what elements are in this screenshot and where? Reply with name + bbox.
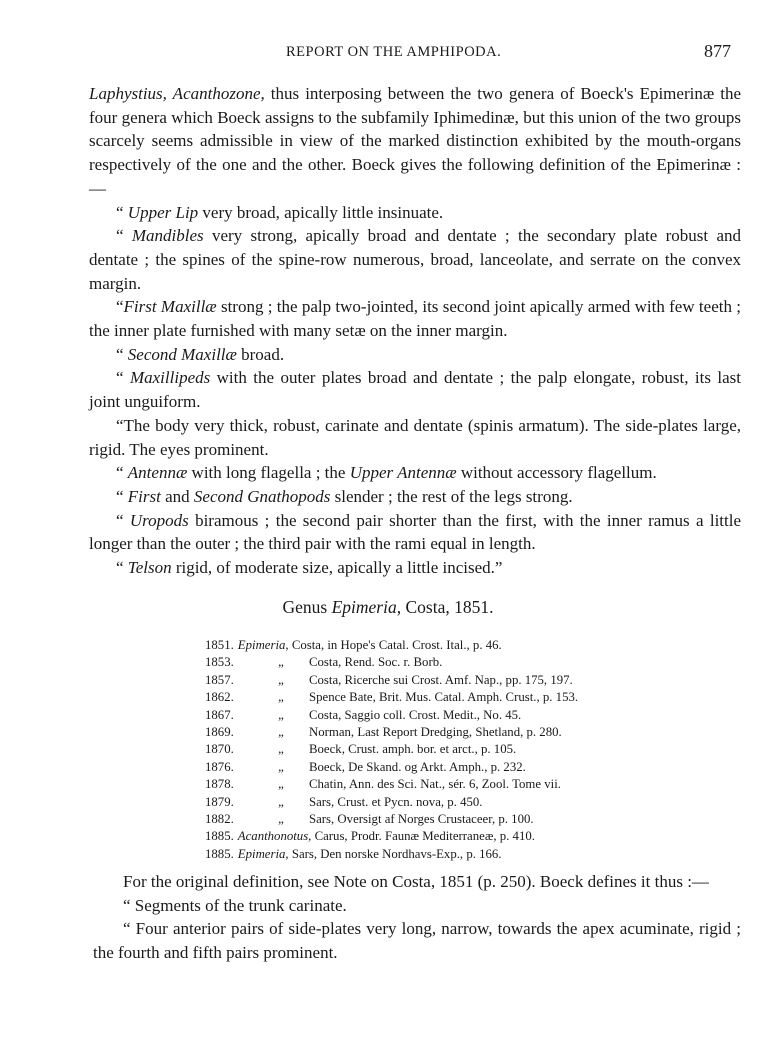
page-number: 877 xyxy=(704,41,731,61)
intro-text: thus interposing between the two genera of Boeck's Epimerinæ the four genera which Boeck assigns to the subfamily Iphimedinæ, but this union of the two groups scarcely seems admissible in view of the marked distinction exhibited by the mouth-organs respectively of the one and the other. Boeck gives the following definition of the Epimerinæ :— xyxy=(89,84,742,198)
running-title: REPORT ON THE AMPHIPODA. xyxy=(286,44,502,60)
definition-second-maxillae: “ Second Maxillæ broad. xyxy=(116,344,285,364)
intro-genera: Laphystius, Acanthozone, xyxy=(89,84,265,103)
running-head xyxy=(0,41,776,66)
definition-first-maxillae: “First Maxillæ strong ; the palp two-jointed, its second joint apically armed with few teeth ; the inner plate furnished with many setæ on the inner margin. xyxy=(89,297,741,341)
synonymy-row: 1879. „ Sars, Crust. et Pycn. nova, p. 450. xyxy=(205,794,483,809)
synonymy-row: 1851. Epimeria, Costa, in Hope's Catal. Crost. Ital., p. 46. xyxy=(205,638,502,652)
synonymy-row: 1857. „ Costa, Ricerche sui Crost. Amf. Nap., pp. 175, 197. xyxy=(205,672,573,687)
body-text xyxy=(89,82,741,580)
synonymy-row: 1870. „ Boeck, Crust. amph. bor. et arct., p. 105. xyxy=(205,742,517,757)
definition-upper-lip: “ Upper Lip very broad, apically little insinuate. xyxy=(116,202,444,222)
genus-heading: Genus Epimeria, Costa, 1851. xyxy=(282,597,494,617)
original-definition-paragraph: For the original definition, see Note on Costa, 1851 (p. 250). Boeck defines it thus :— xyxy=(123,872,709,891)
definition-maxillipeds: “ Maxillipeds with the outer plates broad and dentate ; the palp elongate, robust, its last joint unguiform. xyxy=(89,368,742,412)
synonymy-row: 1869. „ Norman, Last Report Dredging, Shetland, p. 280. xyxy=(205,724,562,739)
trunk-segments-paragraph: “ Segments of the trunk carinate. xyxy=(123,895,347,915)
synonymy-row: 1876. „ Boeck, De Skand. og Arkt. Amph., p. 232. xyxy=(205,759,526,774)
definition-uropods: “ Uropods biramous ; the second pair shorter than the first, with the inner ramus a little longer than the outer ; the third pair with the rami equal in length. xyxy=(89,510,742,554)
definition-mandibles: “ Mandibles very strong, apically broad and dentate ; the secondary plate robust and dentate ; the spines of the spine-row numerous, broad, lanceolate, and serrate on the convex margin. xyxy=(89,226,741,293)
synonymy-row: 1885. Acanthonotus, Carus, Prodr. Faunæ Mediterraneæ, p. 410. xyxy=(205,829,535,844)
definition-antennae: “ Antennæ with long flagella ; the Upper Antennæ without accessory flagellum. xyxy=(116,463,657,483)
synonymy-row: 1867. „ Costa, Saggio coll. Crost. Medit., No. 45. xyxy=(205,707,522,722)
synonymy-row: 1885. Epimeria, Sars, Den norske Nordhavs-Exp., p. 166. xyxy=(205,846,502,861)
definition-telson: “ Telson rigid, of moderate size, apically a little incised.” xyxy=(116,558,503,578)
intro-paragraph xyxy=(89,82,741,201)
synonymy-row: 1853. „ Costa, Rend. Soc. r. Borb. xyxy=(205,655,443,670)
closing-text xyxy=(93,870,741,965)
synonymy-row: 1878. „ Chatin, Ann. des Sci. Nat., sér. 6, Zool. Tome vii. xyxy=(205,777,561,792)
definition-body: “The body very thick, robust, carinate and dentate (spinis armatum). The side-plates large, rigid. The eyes prominent. xyxy=(89,415,741,459)
definition-gnathopods: “ First and Second Gnathopods slender ; the rest of the legs strong. xyxy=(116,486,573,506)
synonymy-list xyxy=(205,637,705,863)
synonymy-row: 1882. „ Sars, Oversigt af Norges Crustaceer, p. 100. xyxy=(205,811,534,826)
side-plates-paragraph: “ Four anterior pairs of side-plates very long, narrow, towards the apex acuminate, rigid ; the fourth and fifth pairs prominent. xyxy=(93,919,741,963)
synonymy-row: 1862. „ Spence Bate, Brit. Mus. Catal. Amph. Crust., p. 153. xyxy=(205,690,579,705)
